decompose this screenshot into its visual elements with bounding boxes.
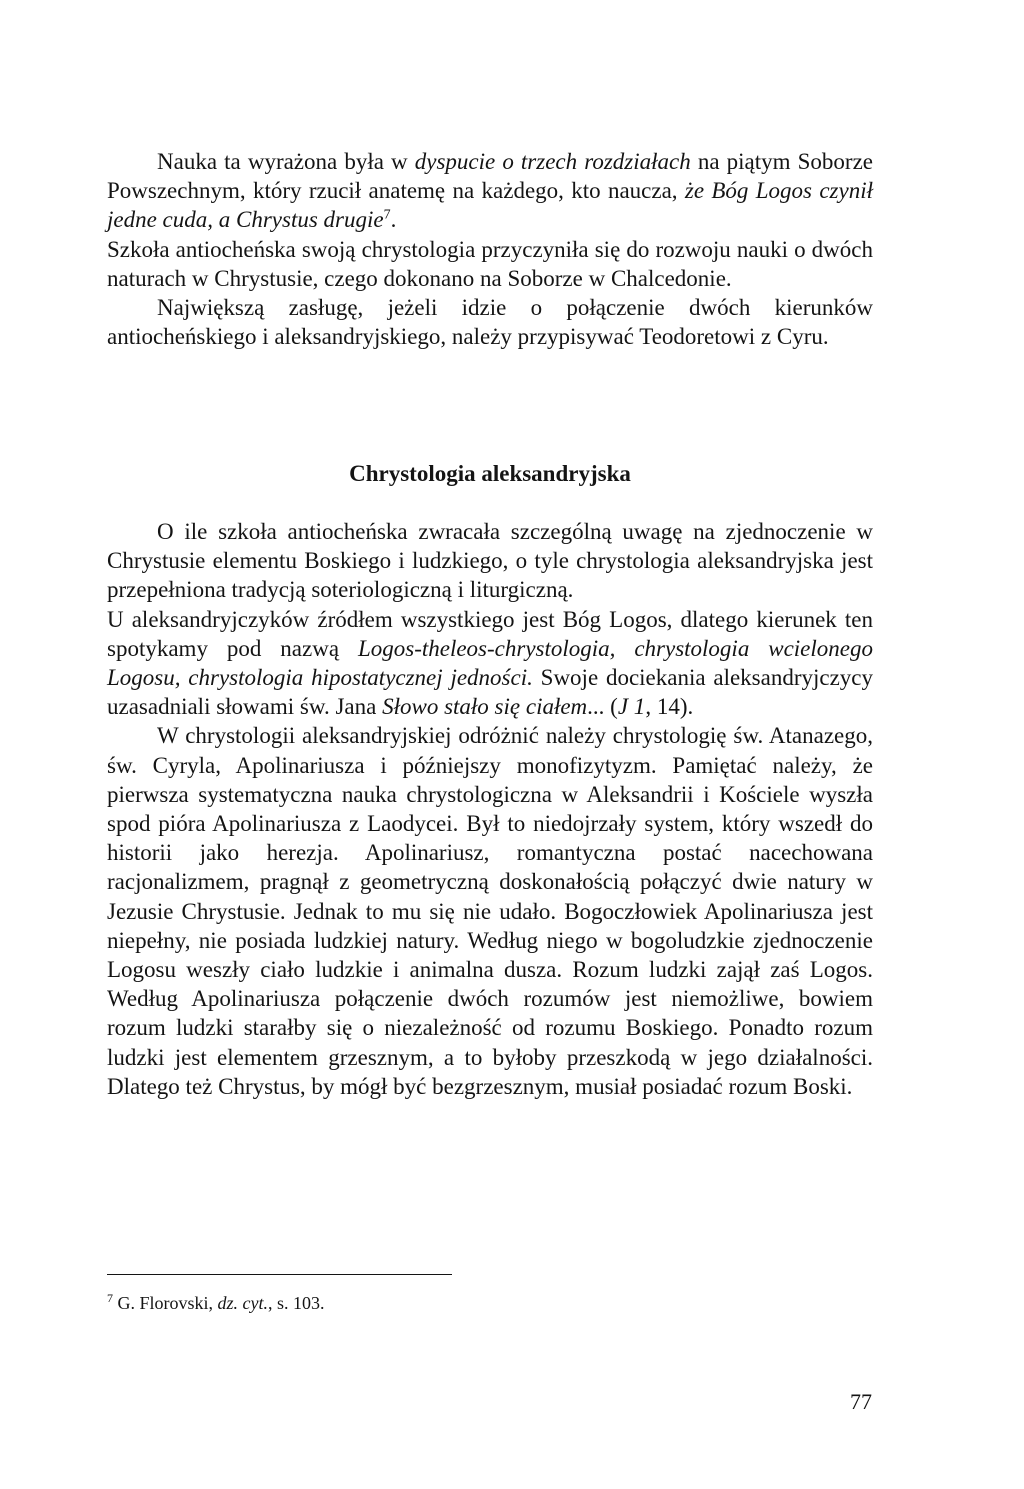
text-run: Nauka ta wyrażona była w bbox=[157, 149, 415, 174]
text-run: U aleksandryjczyków źródłem wszystkiego jest Bóg Logos, dlatego kierunek ten spotykamy pod nazwą bbox=[107, 606, 873, 661]
body-text-top bbox=[107, 147, 873, 351]
paragraph bbox=[107, 605, 873, 722]
paragraph: Szkoła antiocheńska swoją chrystologia przyczyniła się do rozwoju nauki o dwóch naturach w Chrystusie, czego dokonano na Soborze w Chalcedonie. bbox=[107, 236, 873, 291]
footnote bbox=[107, 1292, 325, 1314]
text-run: na piątym Soborze Powszechnym, który rzucił anatemę na każdego, kto naucza, bbox=[107, 149, 873, 204]
italic-quote: Słowo stało się ciałem bbox=[382, 694, 588, 720]
body-text-main bbox=[107, 517, 873, 1101]
italic-term: Logos-theleos-chrystologia, chrystologia wcielonego Logosu, chrystologia hipostatycznej jedności. bbox=[107, 635, 873, 691]
italic-abbreviation: dz. cyt. bbox=[217, 1293, 268, 1313]
footnote-marker[interactable]: 7 bbox=[383, 207, 391, 223]
page-number: 77 bbox=[850, 1389, 872, 1414]
footnote-number: 7 bbox=[107, 1291, 113, 1305]
italic-title: dyspucie o trzech rozdziałach bbox=[414, 149, 691, 174]
text-run: Swoje dociekania aleksandryjczycy uzasadniali słowami św. Jana bbox=[107, 665, 873, 720]
section-heading: Chrystologia aleksandryjska bbox=[349, 461, 631, 486]
paragraph: W chrystologii aleksandryjskiej odróżnić należy chrystologię św. Atanazego, św. Cyryla, Apolinariusza i późniejszy monofizytyzm. Pamiętać należy, że pierwsza systematyczna nauka chrystologiczna w Aleksandrii i Kościele wyszła spod pióra Apolinariusza z Laodycei. Był to niedojrzały system, który wszedł do historii jako herezja. Apolinariusz, romantyczna postać nacechowana racjonalizmem, pragnął z geometryczną doskonałością połączyć dwie natury w Jezusie Chrystusie. Jednak to mu się nie udało. Bogoczłowiek Apolinariusza jest niepełny, nie posiada ludzkiej natury. Według niego w bogoludzkie zjednoczenie Logosu weszły ciało ludzkie i animalna dusza. Rozum ludzki zajął zaś Logos. Według Apolinariusza połączenie dwóch rozumów jest niemożliwe, bowiem rozum ludzki starałby się o niezależność od rozumu Boskiego. Ponadto rozum ludzki jest elementem grzesznym, a to byłoby przeszkodą w jego działalności. Dlatego też Chrystus, by mógł być bezgrzesznym, musiał posiadać rozum Boski. bbox=[107, 723, 873, 1099]
text-run: G. Florovski, bbox=[113, 1293, 218, 1313]
text-run: , s. 103. bbox=[268, 1293, 325, 1313]
text-run: ... ( bbox=[587, 694, 618, 720]
italic-quote: że Bóg Logos czynił jedne cuda, a Chrystus drugie bbox=[107, 178, 873, 233]
text-run: , 14). bbox=[645, 694, 694, 720]
footnote-divider bbox=[107, 1274, 452, 1275]
paragraph: Największą zasługę, jeżeli idzie o połączenie dwóch kierunków antiocheńskiego i aleksandryjskiego, należy przypisywać Teodoretowi z Cyru. bbox=[107, 295, 873, 350]
paragraph bbox=[107, 147, 873, 235]
text-run: . bbox=[390, 207, 397, 233]
paragraph: O ile szkoła antiocheńska zwracała szczególną uwagę na zjednoczenie w Chrystusie elementu Boskiego i ludzkiego, o tyle chrystologia aleksandryjska jest przepełniona tradycją soteriologiczną i liturgiczną. bbox=[107, 519, 873, 603]
italic-citation: J 1 bbox=[617, 694, 646, 720]
